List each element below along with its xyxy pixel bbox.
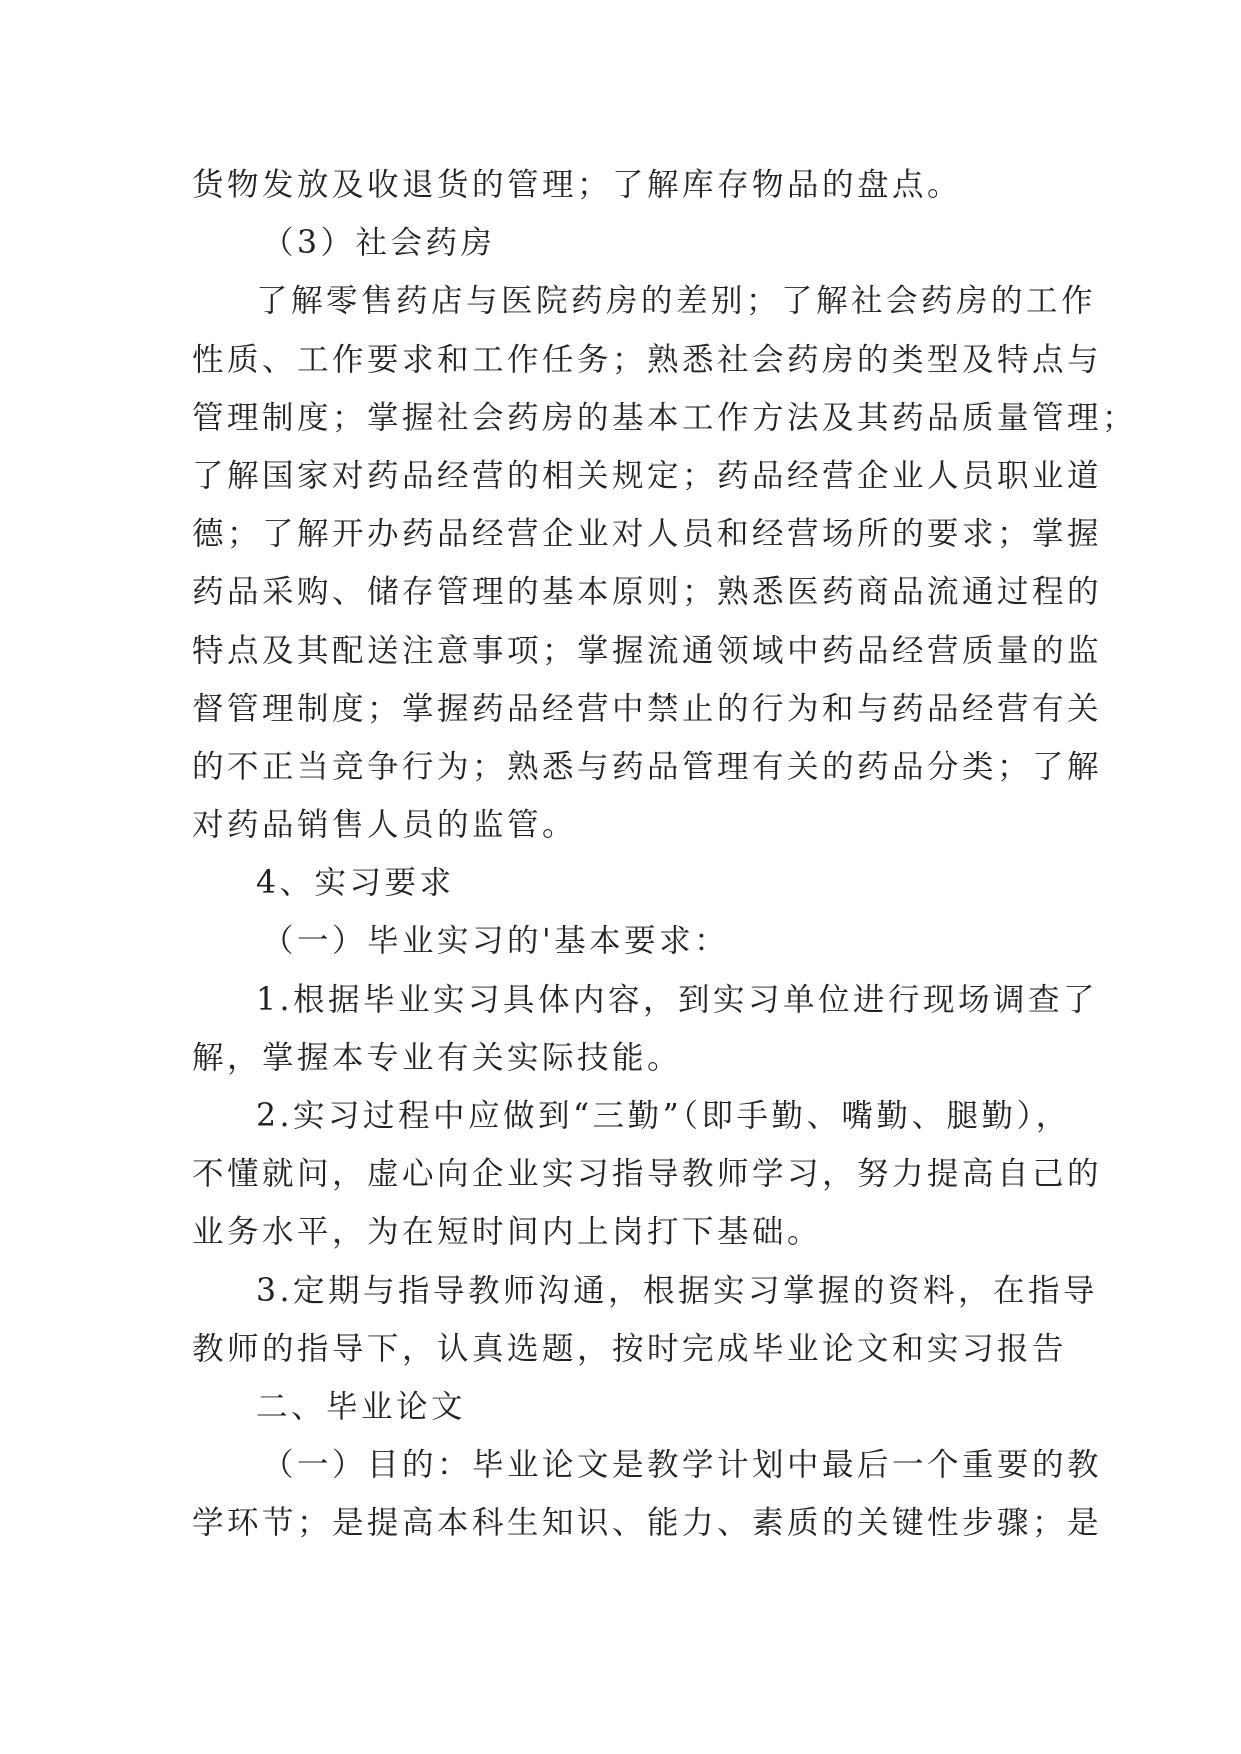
text-line: （一）目的：毕业论文是教学计划中最后一个重要的教 (262, 1447, 1103, 1484)
text-line: 不懂就问，虚心向企业实习指导教师学习，努力提高自己的 (192, 1156, 1103, 1193)
text-line: 业务水平，为在短时间内上岗打下基础。 (192, 1214, 823, 1251)
text-line: 性质、工作要求和工作任务；熟悉社会药房的类型及特点与 (192, 341, 1103, 378)
text-line: 督管理制度；掌握药品经营中禁止的行为和与药品经营有关 (192, 690, 1103, 727)
text-line: 特点及其配送注意事项；掌握流通领域中药品经营质量的监 (192, 632, 1103, 669)
text-line: 学环节；是提高本科生知识、能力、素质的关键性步骤；是 (192, 1505, 1103, 1542)
text-line: 对药品销售人员的监管。 (192, 807, 578, 844)
text-line: 管理制度；掌握社会药房的基本工作方法及其药品质量管理； (192, 399, 1138, 436)
text-line: 药品采购、储存管理的基本原则；熟悉医药商品流通过程的 (192, 574, 1103, 611)
text-line: 3.定期与指导教师沟通，根据实习掌握的资料，在指导 (256, 1272, 1099, 1309)
text-line: 货物发放及收退货的管理；了解库存物品的盘点。 (192, 167, 963, 203)
text-line: 了解国家对药品经营的相关规定；药品经营企业人员职业道 (192, 457, 1103, 494)
subheading: （一）毕业实习的'基本要求： (262, 923, 730, 960)
text-line: 解，掌握本专业有关实际技能。 (192, 1039, 683, 1076)
section-heading: 4、实习要求 (256, 865, 455, 902)
text-line: 1.根据毕业实习具体内容，到实习单位进行现场调查了 (256, 981, 1099, 1018)
text-line: 2.实习过程中应做到“三勤”（即手勤、嘴勤、腿勤）， (256, 1098, 1071, 1134)
subheading: （3）社会药房 (262, 225, 496, 262)
text-line: 德；了解开办药品经营企业对人员和经营场所的要求；掌握 (192, 516, 1103, 553)
document-body (192, 156, 1138, 1553)
section-heading: 二、毕业论文 (256, 1388, 467, 1425)
text-line: 的不正当竞争行为；熟悉与药品管理有关的药品分类；了解 (192, 748, 1103, 785)
text-line: 教师的指导下，认真选题，按时完成毕业论文和实习报告 (192, 1330, 1068, 1367)
text-line: 了解零售药店与医院药房的差别；了解社会药房的工作 (256, 283, 1097, 320)
